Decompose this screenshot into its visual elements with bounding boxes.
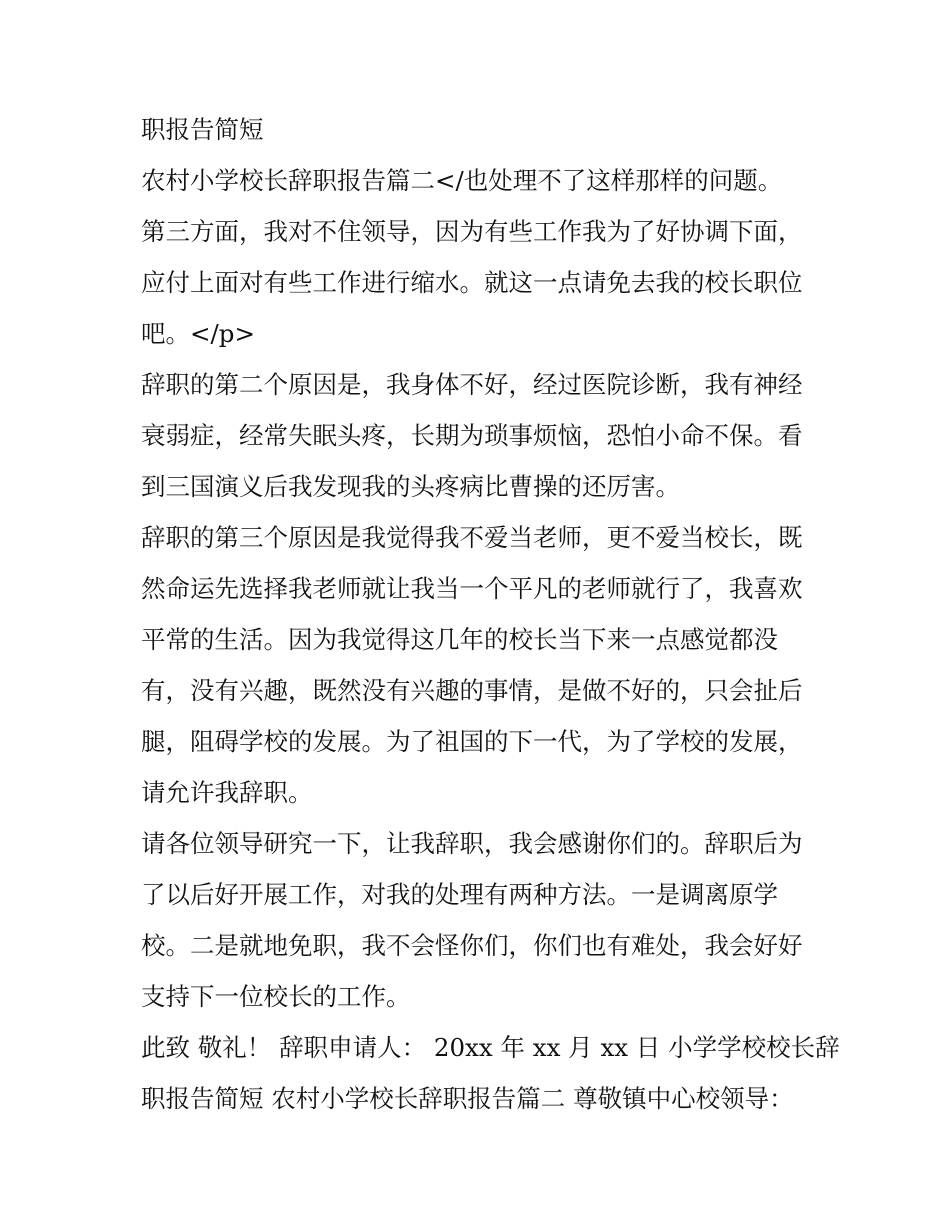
text-line: 吧。</p> xyxy=(141,319,255,348)
text-line: 职报告简短 农村小学校长辞职报告篇二 尊敬镇中心校领导： xyxy=(141,1084,794,1113)
text-line: 了以后好开展工作，对我的处理有两种方法。一是调离原学 xyxy=(141,880,778,909)
text-line: 辞职的第三个原因是我觉得我不爱当老师，更不爱当校长，既 xyxy=(141,523,803,552)
text-line: 应付上面对有些工作进行缩水。就这一点请免去我的校长职位 xyxy=(141,268,803,297)
text-line: 此致 敬礼！ 辞职申请人： 20xx 年 xx 月 xx 日 小学学校校长辞 xyxy=(141,1033,840,1062)
text-line: 有，没有兴趣，既然没有兴趣的事情，是做不好的，只会扯后 xyxy=(141,676,803,705)
text-line: 第三方面，我对不住领导，因为有些工作我为了好协调下面， xyxy=(141,217,803,246)
text-line: 然命运先选择我老师就让我当一个平凡的老师就行了，我喜欢 xyxy=(141,574,803,603)
text-line: 请各位领导研究一下，让我辞职，我会感谢你们的。辞职后为 xyxy=(141,829,803,858)
text-line: 衰弱症，经常失眠头疼，长期为琐事烦恼，恐怕小命不保。看 xyxy=(141,421,803,450)
text-line: 平常的生活。因为我觉得这几年的校长当下来一点感觉都没 xyxy=(141,625,778,654)
document-page xyxy=(141,108,840,1128)
text-line: 腿，阻碍学校的发展。为了祖国的下一代，为了学校的发展， xyxy=(141,727,803,756)
text-line: 请允许我辞职。 xyxy=(141,778,313,807)
text-line: 辞职的第二个原因是，我身体不好，经过医院诊断，我有神经 xyxy=(141,370,803,399)
text-line: 农村小学校长辞职报告篇二</也处理不了这样那样的问题。 xyxy=(141,166,783,195)
text-line: 支持下一位校长的工作。 xyxy=(141,982,411,1011)
text-line: 到三国演义后我发现我的头疼病比曹操的还厉害。 xyxy=(141,472,680,501)
text-line: 校。二是就地免职，我不会怪你们，你们也有难处，我会好好 xyxy=(141,931,803,960)
text-line: 职报告简短 xyxy=(141,115,264,144)
